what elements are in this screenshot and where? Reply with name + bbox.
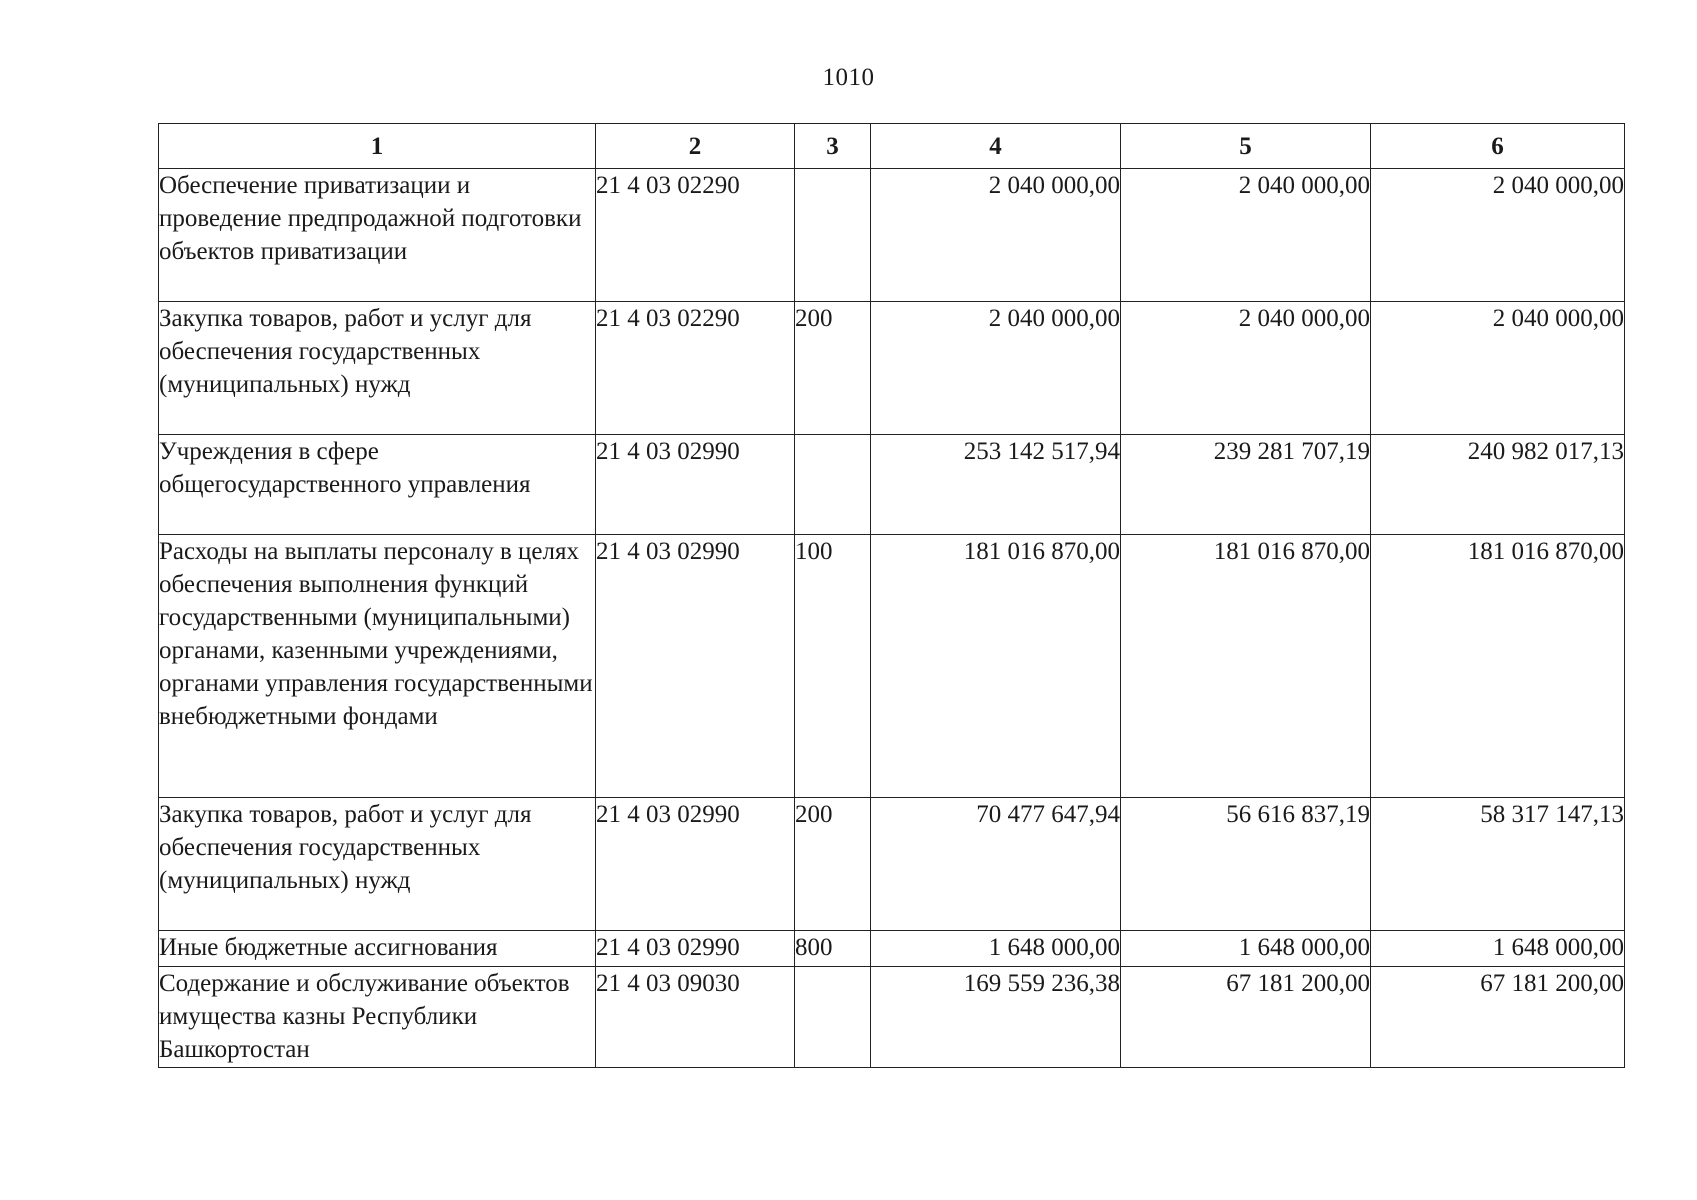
table-row (159, 535, 1625, 798)
column-header: 4 (871, 124, 1121, 169)
row-amount-col4: 2 040 000,00 (871, 302, 1121, 435)
table-header-row (159, 124, 1625, 169)
table-row (159, 435, 1625, 535)
row-name: Закупка товаров, работ и услуг для обеспечения государственных (муниципальных) нужд (159, 302, 596, 435)
row-amount-col6: 240 982 017,13 (1371, 435, 1625, 535)
row-code: 21 4 03 02990 (596, 798, 795, 931)
table-row (159, 967, 1625, 1068)
column-header: 1 (159, 124, 596, 169)
row-name: Иные бюджетные ассигнования (159, 931, 596, 967)
row-amount-col4: 1 648 000,00 (871, 931, 1121, 967)
row-expense-type: 800 (795, 931, 871, 967)
row-amount-col4: 169 559 236,38 (871, 967, 1121, 1068)
row-amount-col6: 2 040 000,00 (1371, 302, 1625, 435)
row-name: Содержание и обслуживание объектов имущества казны Республики Башкортостан (159, 967, 596, 1068)
column-header: 3 (795, 124, 871, 169)
row-amount-col6: 67 181 200,00 (1371, 967, 1625, 1068)
table-row (159, 931, 1625, 967)
row-expense-type: 100 (795, 535, 871, 798)
row-name: Закупка товаров, работ и услуг для обеспечения государственных (муниципальных) нужд (159, 798, 596, 931)
row-amount-col5: 2 040 000,00 (1121, 169, 1371, 302)
row-code: 21 4 03 02990 (596, 931, 795, 967)
row-amount-col6: 2 040 000,00 (1371, 169, 1625, 302)
column-header: 2 (596, 124, 795, 169)
column-header: 5 (1121, 124, 1371, 169)
table-row (159, 798, 1625, 931)
row-amount-col5: 239 281 707,19 (1121, 435, 1371, 535)
column-header: 6 (1371, 124, 1625, 169)
row-code: 21 4 03 02290 (596, 169, 795, 302)
row-amount-col5: 2 040 000,00 (1121, 302, 1371, 435)
row-code: 21 4 03 02290 (596, 302, 795, 435)
row-amount-col6: 58 317 147,13 (1371, 798, 1625, 931)
row-code: 21 4 03 02990 (596, 535, 795, 798)
row-expense-type (795, 967, 871, 1068)
row-amount-col6: 1 648 000,00 (1371, 931, 1625, 967)
row-amount-col4: 181 016 870,00 (871, 535, 1121, 798)
row-amount-col4: 253 142 517,94 (871, 435, 1121, 535)
row-amount-col4: 2 040 000,00 (871, 169, 1121, 302)
budget-table (158, 123, 1625, 1068)
row-expense-type: 200 (795, 798, 871, 931)
table-row (159, 169, 1625, 302)
page-number: 1010 (822, 64, 875, 91)
row-amount-col5: 67 181 200,00 (1121, 967, 1371, 1068)
row-name: Обеспечение приватизации и проведение предпродажной подготовки объектов приватизации (159, 169, 596, 302)
row-amount-col5: 56 616 837,19 (1121, 798, 1371, 931)
row-expense-type: 200 (795, 302, 871, 435)
row-amount-col5: 181 016 870,00 (1121, 535, 1371, 798)
row-expense-type (795, 169, 871, 302)
row-name: Расходы на выплаты персоналу в целях обеспечения выполнения функций государственными (муниципальными) органами, казенными учреждениями, органами управления государственными внебюджетными фондами (159, 535, 596, 798)
table-row (159, 302, 1625, 435)
row-expense-type (795, 435, 871, 535)
row-code: 21 4 03 02990 (596, 435, 795, 535)
row-code: 21 4 03 09030 (596, 967, 795, 1068)
row-amount-col5: 1 648 000,00 (1121, 931, 1371, 967)
row-amount-col4: 70 477 647,94 (871, 798, 1121, 931)
row-name: Учреждения в сфере общегосударственного управления (159, 435, 596, 535)
row-amount-col6: 181 016 870,00 (1371, 535, 1625, 798)
